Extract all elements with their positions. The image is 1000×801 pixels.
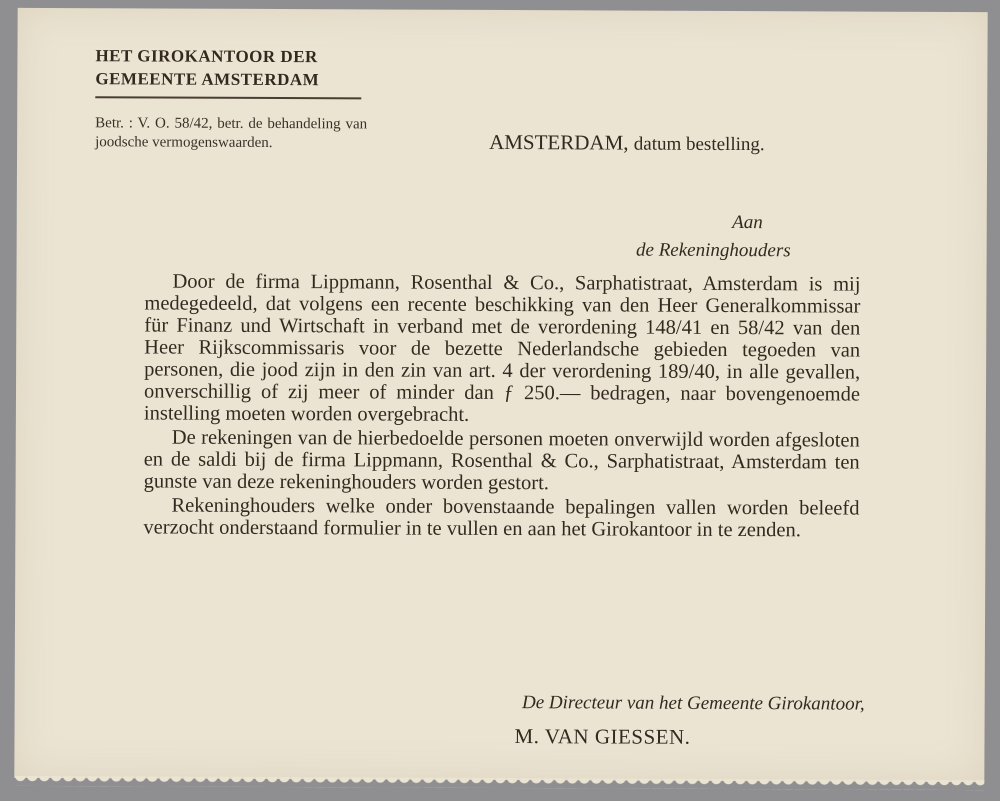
signature-title: De Directeur van het Gemeente Girokantoor, xyxy=(522,692,865,715)
signature-name: M. VAN GIESSEN. xyxy=(514,724,691,749)
letterhead xyxy=(95,44,365,91)
letter-sheet xyxy=(14,8,987,782)
addressee-line-1: Aan xyxy=(732,212,763,234)
reference-note: Betr. : V. O. 58/42, betr. de behandeling van joodsche vermogenswaarden. xyxy=(95,115,368,152)
letter-body xyxy=(143,270,860,541)
body-paragraph-2: De rekeningen van de hierbedoelde personen moeten onverwijld worden afgesloten en de saldi bij de firma Lippmann, Rosenthal & Co., Sarphatistraat, Amsterdam ten gunste van deze rekeninghouders worden gestort. xyxy=(143,426,860,495)
body-paragraph-1: Door de firma Lippmann, Rosenthal & Co., Sarphatistraat, Amsterdam is mij medegedeeld, dat volgens een recente beschikking van den Heer Generalkommissar für Finanz und Wirtschaft in verband met de verordening 148/41 en 58/42 van den Heer Rijkscommissaris voor de bezette Nederlandsche gebieden tegoeden van personen, die jood zijn in den zin van art. 4 der verordening 189/40, in alle gevallen, onverschillig of zij meer of minder dan ƒ 250.— bedragen, naar bovengenoemde instelling moeten worden overgebracht. xyxy=(143,270,861,426)
body-paragraph-3: Rekeninghouders welke onder bovenstaande bepalingen vallen worden beleefd verzocht onderstaand formulier in te vullen en aan het Girokantoor in te zenden. xyxy=(143,494,860,542)
letterhead-rule xyxy=(95,96,361,99)
addressee-block xyxy=(636,209,791,266)
letterhead-line-2: GEMEENTE AMSTERDAM xyxy=(95,69,320,90)
date-text: datum bestelling. xyxy=(633,133,765,156)
letterhead-line-1: HET GIROKANTOOR DER xyxy=(95,46,318,67)
place-date-line xyxy=(489,130,765,156)
place: AMSTERDAM, xyxy=(489,129,629,155)
addressee-line-2: de Rekeninghouders xyxy=(635,239,791,262)
